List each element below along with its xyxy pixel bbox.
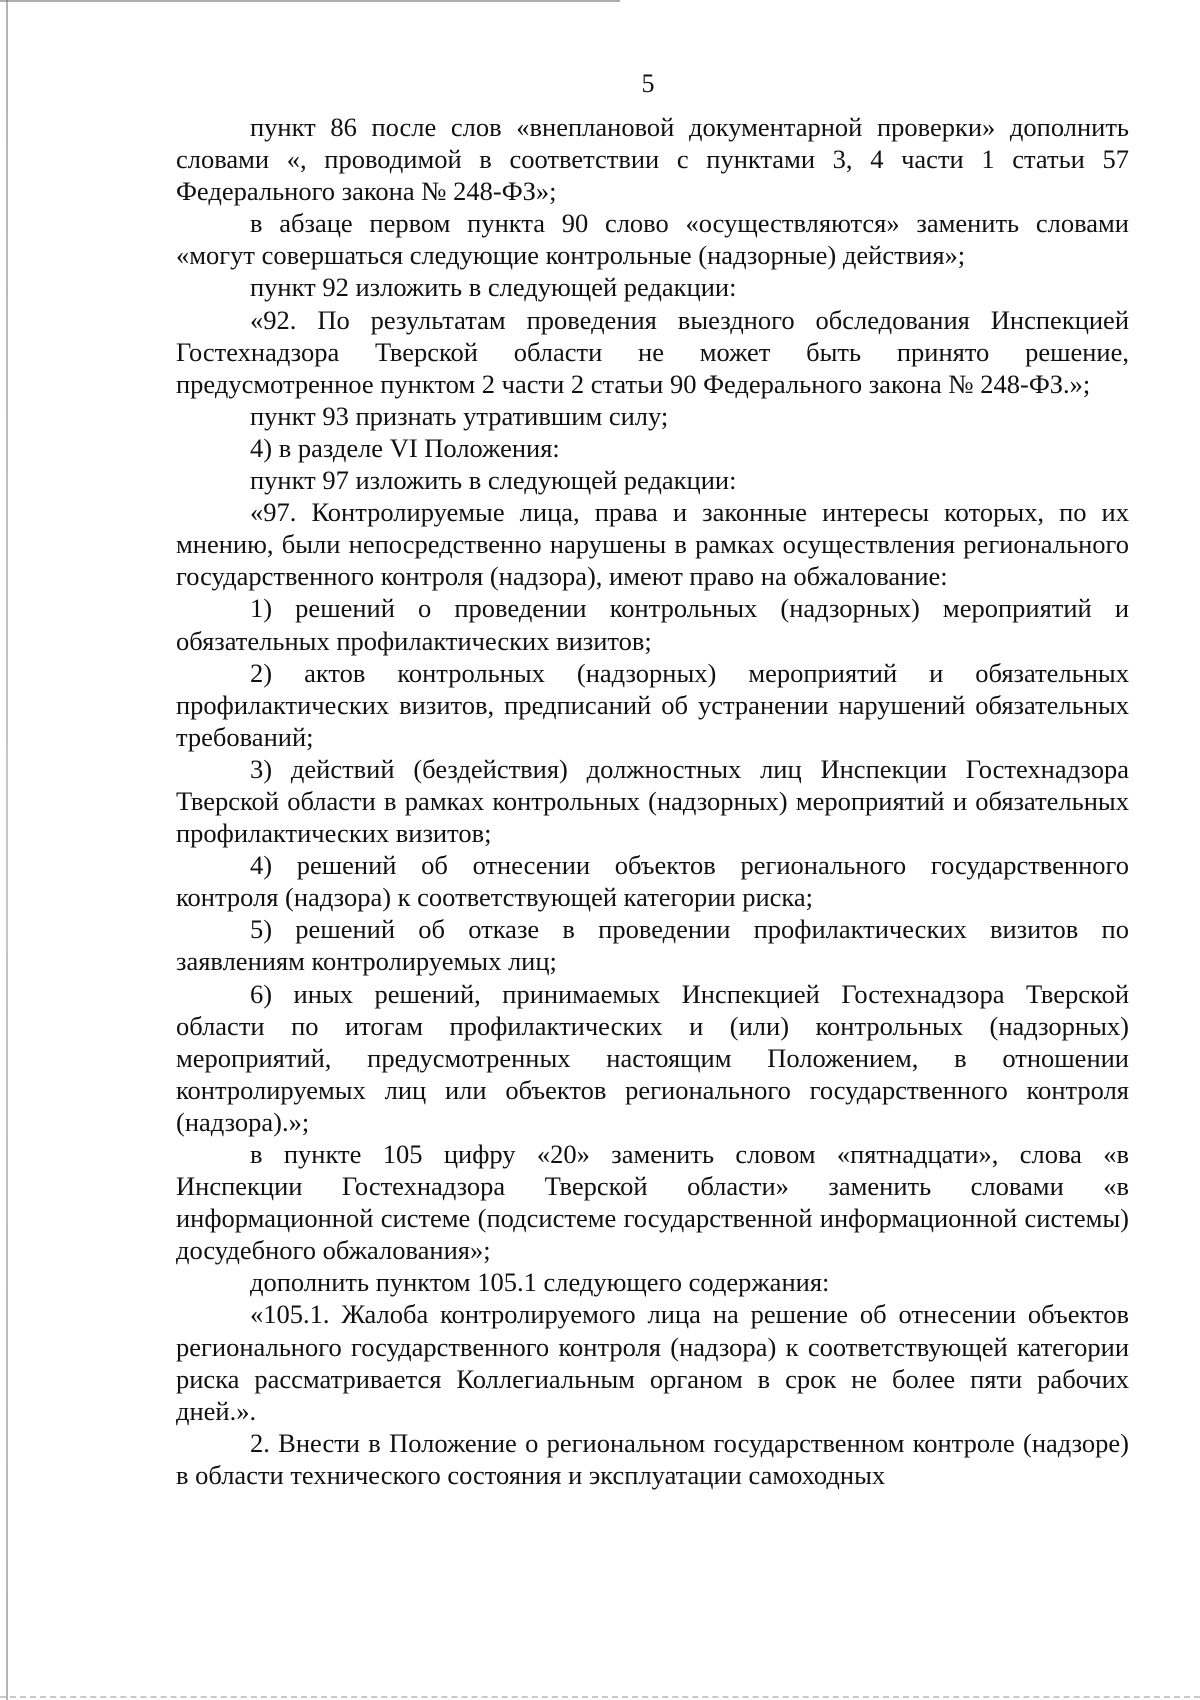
paragraph: пункт 92 изложить в следующей редакции:: [250, 272, 737, 303]
paragraph: в пункте 105 цифру «20» заменить словом «пятнадцати», слова «в Инспекции Гостехнадзора Тверской области» заменить словами «в информационной системе (подсистеме государственной информационной системы) досудебного обжалования»;: [176, 1139, 1129, 1266]
paragraph: «97. Контролируемые лица, права и законные интересы которых, по их мнению, были непосредственно нарушены в рамках осуществления регионального государственного контроля (надзора), имеют право на обжалование:: [176, 497, 1129, 592]
document-body: [176, 111, 1129, 1491]
paragraph: пункт 86 после слов «внеплановой документарной проверки» дополнить словами «, проводимой в соответствии с пунктами 3, 4 части 1 статьи 57 Федерального закона № 248-ФЗ»;: [176, 112, 1129, 207]
list-item: 3) действий (бездействия) должностных лиц Инспекции Гостехнадзора Тверской области в рамках контрольных (надзорных) мероприятий и обязательных профилактических визитов;: [176, 753, 1129, 849]
list-item: 6) иных решений, принимаемых Инспекцией Гостехнадзора Тверской области по итогам профилактических и (или) контрольных (надзорных) мероприятий, предусмотренных настоящим Положением, в отношении контролируемых лиц или объектов регионального государственного контроля (надзора).»;: [176, 978, 1129, 1137]
paragraph: в абзаце первом пункта 90 слово «осуществляются» заменить словами «могут совершаться следующие контрольные (надзорные) действия»;: [176, 208, 1129, 271]
list-item: 4) решений об отнесении объектов регионального государственного контроля (надзора) к соответствующей категории риска;: [176, 850, 1129, 913]
scan-left-edge: [6, 0, 8, 1700]
list-item: 2) актов контрольных (надзорных) мероприятий и обязательных профилактических визитов, предписаний об устранении нарушений обязательных требований;: [176, 657, 1129, 752]
paragraph: 2. Внести в Положение о региональном государственном контроле (надзоре) в области технического состояния и эксплуатации самоходных: [176, 1427, 1129, 1490]
page-number: 5: [641, 69, 655, 98]
list-item: 5) решений об отказе в проведении профилактических визитов по заявлениям контролируемых лиц;: [176, 914, 1129, 977]
scan-top-edge: [0, 0, 620, 2]
list-item: 1) решений о проведении контрольных (надзорных) мероприятий и обязательных профилактических визитов;: [176, 593, 1129, 656]
paragraph: пункт 93 признать утратившим силу;: [250, 400, 669, 431]
paragraph: пункт 97 изложить в следующей редакции:: [250, 465, 737, 496]
paragraph: «105.1. Жалоба контролируемого лица на решение об отнесении объектов регионального государственного контроля (надзора) к соответствующей категории риска рассматривается Коллегиальным органом в срок не более пяти рабочих дней.».: [176, 1299, 1129, 1426]
paragraph: 4) в разделе VI Положения:: [250, 432, 560, 463]
scan-bottom-edge: [0, 1696, 1200, 1698]
paragraph: дополнить пунктом 105.1 следующего содержания:: [250, 1267, 830, 1298]
paragraph: «92. По результатам проведения выездного обследования Инспекцией Гостехнадзора Тверской области не может быть принято решение, предусмотренное пунктом 2 части 2 статьи 90 Федерального закона № 248-ФЗ.»;: [176, 304, 1129, 399]
